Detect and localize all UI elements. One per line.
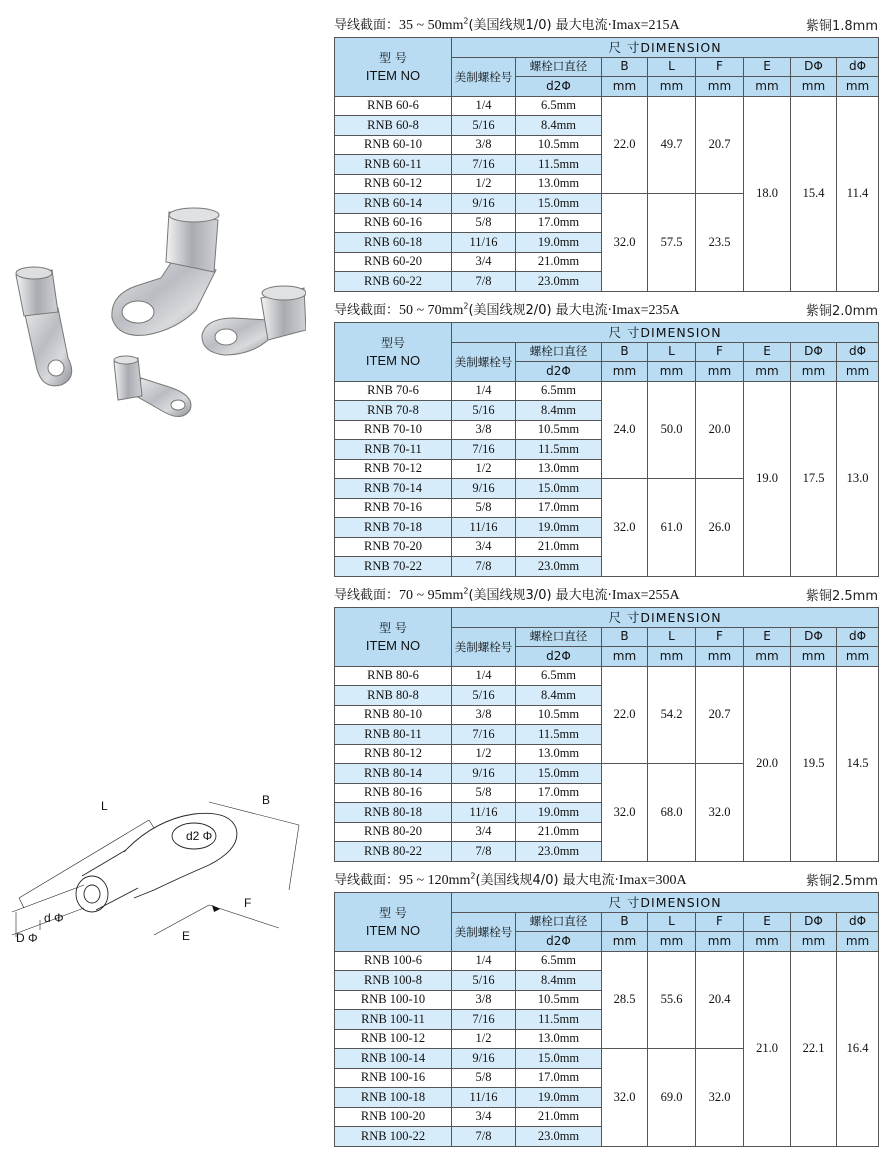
- header-F: F: [696, 627, 744, 647]
- item-number: RNB 80-6: [335, 666, 452, 686]
- drawing-label-D: D Φ: [16, 931, 38, 945]
- header-B: B: [602, 912, 648, 932]
- item-number: RNB 100-18: [335, 1088, 452, 1108]
- bolt-diameter: 21.0mm: [516, 822, 602, 842]
- bolt-diameter: 6.5mm: [516, 96, 602, 116]
- item-number: RNB 60-16: [335, 213, 452, 233]
- item-number: RNB 70-11: [335, 440, 452, 460]
- unit-mm: mm: [602, 77, 648, 97]
- bolt-diameter: 11.5mm: [516, 725, 602, 745]
- block-heading: [334, 582, 878, 604]
- item-number: RNB 100-22: [335, 1127, 452, 1147]
- item-number: RNB 100-8: [335, 971, 452, 991]
- wire-gauge: (美国线规3/0): [468, 588, 552, 603]
- item-number: RNB 100-20: [335, 1107, 452, 1127]
- unit-mm: mm: [837, 362, 879, 382]
- bolt-size: 1/4: [452, 666, 516, 686]
- header-bolt-no: 美制螺栓号: [452, 912, 516, 951]
- header-E: E: [744, 627, 791, 647]
- item-number: RNB 60-22: [335, 272, 452, 292]
- dim-L: 54.2: [648, 666, 696, 764]
- item-number: RNB 80-12: [335, 744, 452, 764]
- wire-gauge: (美国线规4/0): [475, 873, 559, 888]
- bolt-size: 5/16: [452, 401, 516, 421]
- header-d2: d2Φ: [516, 77, 602, 97]
- drawing-label-F: F: [244, 896, 252, 910]
- spec-block: [334, 582, 878, 862]
- bolt-diameter: 6.5mm: [516, 381, 602, 401]
- bolt-size: 1/4: [452, 381, 516, 401]
- header-B: B: [602, 57, 648, 77]
- bolt-size: 3/4: [452, 1107, 516, 1127]
- item-number: RNB 60-14: [335, 194, 452, 214]
- dim-B: 32.0: [602, 764, 648, 862]
- item-number: RNB 60-10: [335, 135, 452, 155]
- dim-L: 69.0: [648, 1049, 696, 1147]
- spec-table: [334, 607, 879, 862]
- item-number: RNB 80-22: [335, 842, 452, 862]
- bolt-size: 7/16: [452, 155, 516, 175]
- header-D: DΦ: [791, 57, 837, 77]
- bolt-diameter: 10.5mm: [516, 990, 602, 1010]
- unit-mm: mm: [602, 362, 648, 382]
- drawing-label-L: L: [101, 799, 108, 813]
- dim-F: 32.0: [696, 764, 744, 862]
- bolt-size: 7/8: [452, 557, 516, 577]
- item-number: RNB 70-6: [335, 381, 452, 401]
- item-number: RNB 60-11: [335, 155, 452, 175]
- max-current: Imax=235A: [611, 303, 680, 318]
- item-number: RNB 80-18: [335, 803, 452, 823]
- unit-mm: mm: [696, 647, 744, 667]
- bolt-diameter: 11.5mm: [516, 1010, 602, 1030]
- block-heading: [334, 867, 878, 889]
- item-number: RNB 60-8: [335, 116, 452, 136]
- dim-F: 20.4: [696, 951, 744, 1049]
- header-d2: d2Φ: [516, 362, 602, 382]
- item-number: RNB 70-20: [335, 537, 452, 557]
- bolt-diameter: 17.0mm: [516, 1068, 602, 1088]
- bolt-diameter: 6.5mm: [516, 951, 602, 971]
- header-E: E: [744, 57, 791, 77]
- item-number: RNB 80-16: [335, 783, 452, 803]
- spec-table: [334, 322, 879, 577]
- bolt-size: 5/8: [452, 498, 516, 518]
- bolt-diameter: 13.0mm: [516, 459, 602, 479]
- bolt-size: 11/16: [452, 1088, 516, 1108]
- item-number: RNB 100-10: [335, 990, 452, 1010]
- unit-mm: mm: [696, 932, 744, 952]
- item-number: RNB 70-18: [335, 518, 452, 538]
- table-row: [335, 96, 879, 116]
- header-d2: d2Φ: [516, 647, 602, 667]
- header-item-no: 型 号 ITEM NO: [335, 893, 452, 952]
- header-item-no: 型号 ITEM NO: [335, 323, 452, 382]
- max-current: Imax=255A: [611, 588, 680, 603]
- spec-table: [334, 892, 879, 1147]
- bolt-size: 9/16: [452, 764, 516, 784]
- product-photo: [6, 200, 306, 440]
- item-number: RNB 80-14: [335, 764, 452, 784]
- block-heading: [334, 297, 878, 319]
- material: 紫铜1.8mm: [805, 19, 878, 34]
- terminal-left: [16, 267, 72, 386]
- header-F: F: [696, 342, 744, 362]
- bolt-diameter: 6.5mm: [516, 666, 602, 686]
- unit-mm: mm: [791, 362, 837, 382]
- wire-area: 35 ~ 50mm: [399, 18, 464, 33]
- header-item-no: 型 号 ITEM NO: [335, 608, 452, 667]
- dim-D: 15.4: [791, 96, 837, 291]
- item-number: RNB 70-12: [335, 459, 452, 479]
- bolt-size: 3/4: [452, 252, 516, 272]
- block-title: 导线截面：35 ~ $50mm^2$(美国线规1/0) 最大电流·Imax=215A: [334, 16, 680, 33]
- dim-d: 11.4: [837, 96, 879, 291]
- spec-block: [334, 12, 878, 292]
- dim-L: 55.6: [648, 951, 696, 1049]
- table-row: [335, 951, 879, 971]
- unit-mm: mm: [648, 932, 696, 952]
- bolt-size: 5/8: [452, 1068, 516, 1088]
- dim-L: 50.0: [648, 381, 696, 479]
- bolt-diameter: 15.0mm: [516, 479, 602, 499]
- bolt-size: 5/8: [452, 783, 516, 803]
- bolt-size: 7/8: [452, 272, 516, 292]
- bolt-diameter: 23.0mm: [516, 557, 602, 577]
- bolt-size: 7/8: [452, 1127, 516, 1147]
- dim-F: 23.5: [696, 194, 744, 292]
- dim-B: 24.0: [602, 381, 648, 479]
- dim-F: 32.0: [696, 1049, 744, 1147]
- dim-L: 61.0: [648, 479, 696, 577]
- terminal-center: [112, 208, 219, 335]
- item-number: RNB 70-10: [335, 420, 452, 440]
- header-E: E: [744, 342, 791, 362]
- bolt-size: 3/4: [452, 822, 516, 842]
- header-B: B: [602, 627, 648, 647]
- unit-mm: mm: [648, 77, 696, 97]
- item-number: RNB 60-20: [335, 252, 452, 272]
- item-number: RNB 70-22: [335, 557, 452, 577]
- dim-E: 20.0: [744, 666, 791, 861]
- terminal-small: [114, 356, 191, 417]
- header-L: L: [648, 912, 696, 932]
- bolt-diameter: 13.0mm: [516, 174, 602, 194]
- block-title: 导线截面：50 ~ $70mm^2$(美国线规2/0) 最大电流·Imax=235A: [334, 301, 680, 318]
- bolt-diameter: 19.0mm: [516, 1088, 602, 1108]
- header-item-no: 型 号 ITEM NO: [335, 38, 452, 97]
- table-row: [335, 666, 879, 686]
- bolt-size: 1/4: [452, 951, 516, 971]
- drawing-label-d2: d2 Φ: [186, 829, 213, 843]
- header-bolt-diameter: 螺栓口直径: [516, 912, 602, 932]
- header-F: F: [696, 912, 744, 932]
- dimension-drawing: [4, 780, 322, 970]
- bolt-size: 7/8: [452, 842, 516, 862]
- bolt-diameter: 13.0mm: [516, 744, 602, 764]
- bolt-size: 5/16: [452, 686, 516, 706]
- header-d: dΦ: [837, 342, 879, 362]
- bolt-size: 7/16: [452, 1010, 516, 1030]
- bolt-diameter: 19.0mm: [516, 518, 602, 538]
- bolt-diameter: 23.0mm: [516, 1127, 602, 1147]
- block-heading: [334, 12, 878, 34]
- unit-mm: mm: [648, 362, 696, 382]
- item-number: RNB 60-12: [335, 174, 452, 194]
- header-dimension: 尺 寸DIMENSION: [452, 323, 879, 343]
- dim-F: 26.0: [696, 479, 744, 577]
- material: 紫铜2.5mm: [805, 874, 878, 889]
- terminal-right: [202, 286, 306, 355]
- header-D: DΦ: [791, 342, 837, 362]
- unit-mm: mm: [791, 932, 837, 952]
- bolt-size: 9/16: [452, 1049, 516, 1069]
- item-number: RNB 80-20: [335, 822, 452, 842]
- bolt-size: 7/16: [452, 440, 516, 460]
- unit-mm: mm: [744, 647, 791, 667]
- dim-E: 19.0: [744, 381, 791, 576]
- dim-E: 18.0: [744, 96, 791, 291]
- header-L: L: [648, 57, 696, 77]
- header-bolt-no: 美制螺栓号: [452, 627, 516, 666]
- dim-D: 22.1: [791, 951, 837, 1146]
- bolt-size: 5/16: [452, 116, 516, 136]
- header-E: E: [744, 912, 791, 932]
- header-d: dΦ: [837, 912, 879, 932]
- dim-B: 22.0: [602, 666, 648, 764]
- bolt-size: 3/4: [452, 537, 516, 557]
- drawing-label-B: B: [262, 793, 271, 807]
- wire-gauge: (美国线规1/0): [468, 18, 552, 33]
- unit-mm: mm: [837, 932, 879, 952]
- unit-mm: mm: [791, 77, 837, 97]
- bolt-diameter: 21.0mm: [516, 252, 602, 272]
- bolt-size: 11/16: [452, 518, 516, 538]
- unit-mm: mm: [744, 362, 791, 382]
- wire-area: 70 ~ 95mm: [399, 588, 464, 603]
- dim-B: 28.5: [602, 951, 648, 1049]
- header-B: B: [602, 342, 648, 362]
- bolt-size: 3/8: [452, 705, 516, 725]
- header-d2: d2Φ: [516, 932, 602, 952]
- bolt-diameter: 21.0mm: [516, 537, 602, 557]
- dim-F: 20.7: [696, 666, 744, 764]
- header-dimension: 尺 寸DIMENSION: [452, 38, 879, 58]
- bolt-size: 5/16: [452, 971, 516, 991]
- item-number: RNB 60-6: [335, 96, 452, 116]
- unit-mm: mm: [648, 647, 696, 667]
- dim-L: 68.0: [648, 764, 696, 862]
- bolt-size: 9/16: [452, 194, 516, 214]
- bolt-diameter: 11.5mm: [516, 155, 602, 175]
- unit-mm: mm: [602, 932, 648, 952]
- bolt-diameter: 17.0mm: [516, 783, 602, 803]
- bolt-diameter: 23.0mm: [516, 842, 602, 862]
- header-bolt-no: 美制螺栓号: [452, 57, 516, 96]
- bolt-diameter: 11.5mm: [516, 440, 602, 460]
- bolt-size: 5/8: [452, 213, 516, 233]
- unit-mm: mm: [744, 77, 791, 97]
- material: 紫铜2.5mm: [805, 589, 878, 604]
- bolt-diameter: 19.0mm: [516, 233, 602, 253]
- unit-mm: mm: [696, 362, 744, 382]
- dim-B: 32.0: [602, 1049, 648, 1147]
- item-number: RNB 80-10: [335, 705, 452, 725]
- header-D: DΦ: [791, 912, 837, 932]
- dim-L: 57.5: [648, 194, 696, 292]
- wire-gauge: (美国线规2/0): [468, 303, 552, 318]
- header-L: L: [648, 627, 696, 647]
- dim-B: 32.0: [602, 479, 648, 577]
- bolt-diameter: 8.4mm: [516, 686, 602, 706]
- wire-area: 50 ~ 70mm: [399, 303, 464, 318]
- bolt-diameter: 8.4mm: [516, 116, 602, 136]
- bolt-diameter: 15.0mm: [516, 1049, 602, 1069]
- item-number: RNB 80-11: [335, 725, 452, 745]
- table-row: [335, 381, 879, 401]
- bolt-size: 1/2: [452, 1029, 516, 1049]
- material: 紫铜2.0mm: [805, 304, 878, 319]
- bolt-size: 3/8: [452, 990, 516, 1010]
- unit-mm: mm: [837, 77, 879, 97]
- bolt-size: 7/16: [452, 725, 516, 745]
- item-number: RNB 100-14: [335, 1049, 452, 1069]
- bolt-diameter: 10.5mm: [516, 420, 602, 440]
- bolt-size: 1/2: [452, 174, 516, 194]
- unit-mm: mm: [744, 932, 791, 952]
- dim-E: 21.0: [744, 951, 791, 1146]
- bolt-size: 3/8: [452, 135, 516, 155]
- dim-d: 14.5: [837, 666, 879, 861]
- item-number: RNB 70-16: [335, 498, 452, 518]
- bolt-diameter: 21.0mm: [516, 1107, 602, 1127]
- header-D: DΦ: [791, 627, 837, 647]
- bolt-diameter: 23.0mm: [516, 272, 602, 292]
- bolt-size: 11/16: [452, 233, 516, 253]
- spec-block: [334, 297, 878, 577]
- max-current: Imax=300A: [618, 873, 687, 888]
- header-bolt-diameter: 螺栓口直径: [516, 627, 602, 647]
- dim-d: 16.4: [837, 951, 879, 1146]
- dim-B: 32.0: [602, 194, 648, 292]
- bolt-diameter: 8.4mm: [516, 401, 602, 421]
- item-number: RNB 70-8: [335, 401, 452, 421]
- dim-F: 20.0: [696, 381, 744, 479]
- bolt-diameter: 10.5mm: [516, 705, 602, 725]
- block-title: 导线截面：95 ~ $120mm^2$(美国线规4/0) 最大电流·Imax=300A: [334, 871, 687, 888]
- bolt-diameter: 15.0mm: [516, 194, 602, 214]
- header-bolt-diameter: 螺栓口直径: [516, 342, 602, 362]
- bolt-diameter: 10.5mm: [516, 135, 602, 155]
- dim-L: 49.7: [648, 96, 696, 194]
- bolt-diameter: 19.0mm: [516, 803, 602, 823]
- dim-B: 22.0: [602, 96, 648, 194]
- header-bolt-diameter: 螺栓口直径: [516, 57, 602, 77]
- item-number: RNB 100-11: [335, 1010, 452, 1030]
- header-d: dΦ: [837, 57, 879, 77]
- item-number: RNB 70-14: [335, 479, 452, 499]
- drawing-label-E: E: [182, 929, 191, 943]
- wire-area: 95 ~ 120mm: [399, 873, 471, 888]
- spec-table: [334, 37, 879, 292]
- bolt-size: 9/16: [452, 479, 516, 499]
- bolt-size: 1/4: [452, 96, 516, 116]
- header-bolt-no: 美制螺栓号: [452, 342, 516, 381]
- header-dimension: 尺 寸DIMENSION: [452, 893, 879, 913]
- bolt-diameter: 17.0mm: [516, 498, 602, 518]
- block-title: 导线截面：70 ~ $95mm^2$(美国线规3/0) 最大电流·Imax=255A: [334, 586, 680, 603]
- drawing-label-d: d Φ: [44, 911, 64, 925]
- dim-d: 13.0: [837, 381, 879, 576]
- bolt-size: 3/8: [452, 420, 516, 440]
- item-number: RNB 100-16: [335, 1068, 452, 1088]
- item-number: RNB 100-12: [335, 1029, 452, 1049]
- spec-block: [334, 867, 878, 1147]
- bolt-diameter: 13.0mm: [516, 1029, 602, 1049]
- header-F: F: [696, 57, 744, 77]
- dim-F: 20.7: [696, 96, 744, 194]
- dim-D: 17.5: [791, 381, 837, 576]
- item-number: RNB 60-18: [335, 233, 452, 253]
- header-dimension: 尺 寸DIMENSION: [452, 608, 879, 628]
- item-number: RNB 80-8: [335, 686, 452, 706]
- item-number: RNB 100-6: [335, 951, 452, 971]
- unit-mm: mm: [791, 647, 837, 667]
- header-d: dΦ: [837, 627, 879, 647]
- unit-mm: mm: [696, 77, 744, 97]
- max-current: Imax=215A: [611, 18, 680, 33]
- unit-mm: mm: [837, 647, 879, 667]
- dim-D: 19.5: [791, 666, 837, 861]
- unit-mm: mm: [602, 647, 648, 667]
- header-L: L: [648, 342, 696, 362]
- bolt-diameter: 8.4mm: [516, 971, 602, 991]
- bolt-size: 1/2: [452, 459, 516, 479]
- bolt-diameter: 17.0mm: [516, 213, 602, 233]
- bolt-size: 1/2: [452, 744, 516, 764]
- bolt-size: 11/16: [452, 803, 516, 823]
- bolt-diameter: 15.0mm: [516, 764, 602, 784]
